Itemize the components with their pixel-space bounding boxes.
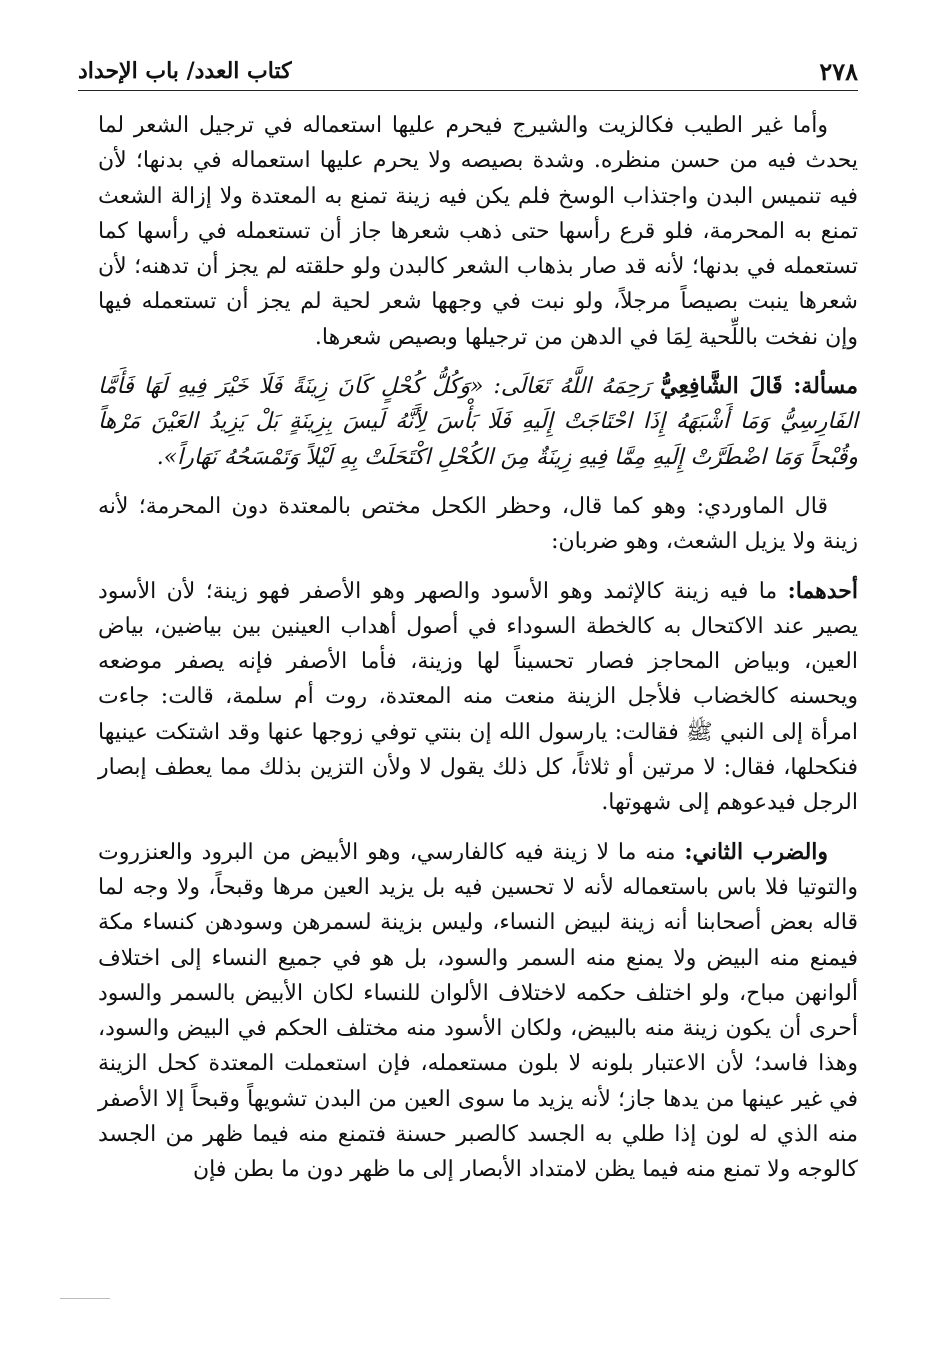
masala-quote: رَحِمَهُ اللَّهُ تَعَالَى: «وَكُلُّ كُحْلٍ كَانَ زِينَةً فَلَا خَيْرَ فِيهِ لَهَا فَأَمَّا الفَارِسِيُّ وَمَا أَشْبَهَهُ إِذَا احْتَاجَتْ إِلَيهِ فَلَا بَأْسَ لِأَنَّهُ لَيسَ بِزِينَةٍ بَلْ يَزِيدُ العَيْنَ مَرْهاً وقُبْحاً وَمَا اضْطَرَّتْ إِلَيهِ مِمَّا فِيهِ زِينَةٌ مِنَ الكُحْلِ اكْتَحَلَتْ بِهِ لَيْلاً وَتَمْسَحُهُ نَهَاراً».	[98, 374, 858, 470]
first-type-heading: أحدهما:	[787, 577, 858, 604]
paragraph-masala	[98, 369, 858, 475]
masala-heading: مسألة: قَالَ الشَّافِعِيُّ	[660, 373, 858, 400]
body-text	[98, 108, 858, 1202]
paragraph-mawardi: قال الماوردي: وهو كما قال، وحظر الكحل مختص بالمعتدة دون المحرمة؛ لأنه زينة ولا يزيل الشعث، وهو ضربان:	[98, 493, 858, 555]
page-header	[78, 52, 858, 91]
paragraph-first-type	[98, 574, 858, 821]
second-type-heading: والضرب الثاني:	[684, 838, 829, 865]
second-type-text: منه ما لا زينة فيه كالفارسي، وهو الأبيض من البرود والعنزروت والتوتيا فلا باس باستعماله لأنه لا تحسين فيه بل يزيد العين مرها وقبحاً، ولا وجه لما قاله بعض أصحابنا أنه زينة لبيض النساء، وليس بزينة لسمرهن وسودهن كنساء مكة فيمنع منه البيض ولا يمنع منه السمر والسود، بل هو في جميع النساء إلى اختلاف ألوانهن مباح، ولو اختلف حكمه لاختلاف الألوان للنساء لكان الأبيض بالسمر والسود أحرى أن يكون زينة منه بالبيض، ولكان الأسود منه مختلف الحكم في البيض والسود، وهذا فاسد؛ لأن الاعتبار بلونه لا بلون مستعمله، فإن استعملت المعتدة كحل الزينة في غير عينها من يدها جاز؛ لأنه يزيد ما سوى العين من البدن تشويهاً وقبحاً إلا الأصفر منه الذي له لون إذا طلي به الجسد كالصبر حسنة فتمنع منه فيما ظهر من الجسد كالوجه ولا تمنع منه فيما يظن لامتداد الأبصار إلى ما ظهر دون ما بطن فإن	[98, 839, 858, 1183]
first-type-text: ما فيه زينة كالإثمد وهو الأسود والصهر وهو الأصفر فهو زينة؛ لأن الأسود يصير عند الاكتحال به كالخطة السوداء في أصول أهداب العينين بين بياضين، بياض العين، وبياض المحاجز فصار تحسيناً لها وزينة، فأما الأصفر فإنه يصفر موضعه ويحسنه كالخضاب فلأجل الزينة منعت منه المعتدة، روت أم سلمة، قالت: جاءت امرأة إلى النبي ﷺ فقالت: يارسول الله إن بنتي توفي زوجها عنها وقد اشتكت عينيها فنكحلها، فقال: لا مرتين أو ثلاثاً، كل ذلك يقول لا ولأن التزين بذلك مما يعطف إبصار الرجل فيدعوهم إلى شهوتها.	[98, 578, 858, 816]
paragraph-oil-ruling: وأما غير الطيب فكالزيت والشيرج فيحرم عليها استعماله في ترجيل الشعر لما يحدث فيه من حسن منظره. وشدة بصيصه ولا يحرم عليها استعماله في بدنها؛ لأن فيه تنميس البدن واجتذاب الوسخ فلم يكن فيه زينة تمنع به المعتدة ولا إزالة الشعث تمنع به المحرمة، فلو قرع رأسها حتى ذهب شعرها جاز أن تستعمله في رأسها كما تستعمله في بدنها؛ لأنه قد صار بذهاب الشعر كالبدن ولو حلقته لم يجز أن تدهنه؛ لأن شعرها ينبت بصيصاً مرجلاً، ولو نبت في وجهها شعر لحية لم يجز أن تستعمله فيها وإن نفخت باللِّحية لِمَا في الدهن من ترجيلها وبصيص شعرها.	[98, 113, 858, 350]
scan-mark	[60, 1298, 110, 1299]
page-number: ٢٧٨	[819, 56, 858, 86]
paragraph-second-type	[98, 835, 858, 1188]
running-title: كتاب العدد/ باب الإحداد	[78, 58, 292, 84]
